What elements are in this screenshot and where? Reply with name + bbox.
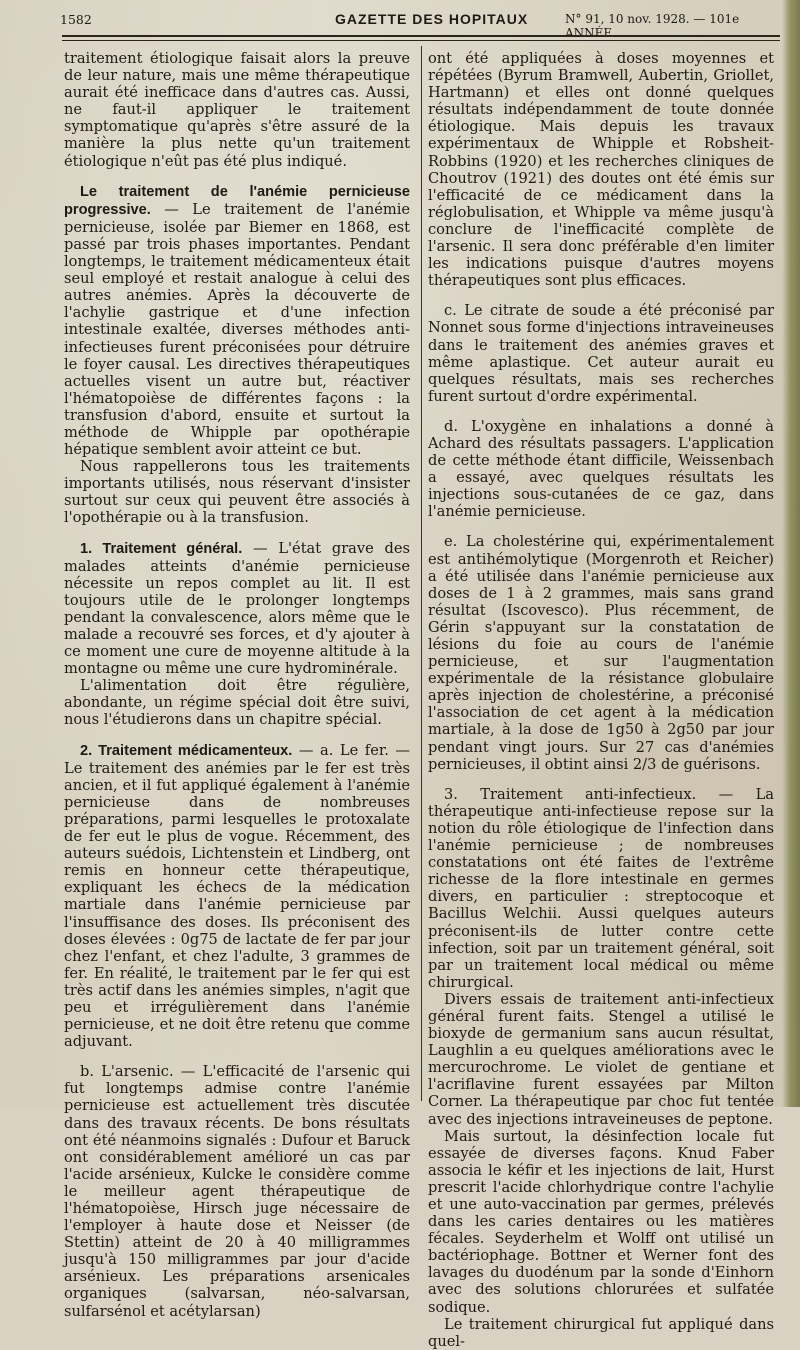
page-number: 1582 [60,12,92,27]
paragraph [428,418,774,521]
paragraph [64,458,410,526]
paragraph [64,183,410,459]
paragraph [64,50,410,170]
paragraph-text: ont été appliquées à doses moyennes et répétées (Byrum Bramwell, Aubertin, Griollet, Hartmann) et elles ont donné quelques résultats indépendamment de toute donnée étiologique. Mais depuis les travaux expérimentaux de Whipple et Robsheit-Robbins (1920) et les recherches cliniques de Choutrov (1921) des doutes ont été émis sur l'efficacité de ce médicament dans la réglobulisation, et Whipple va même jusqu'à conclure de l'inefficacité complète de l'arsenic. Il sera donc préférable d'en limiter les indications puisque d'autres moyens thérapeutiques sont plus efficaces. [428,50,774,290]
section-heading: 3. Traitement anti-infectieux. [444,785,697,803]
paragraph [64,677,410,728]
paragraph [64,1063,410,1319]
section-heading: 2. Traitement médicamenteux. [80,742,293,759]
page-header [60,8,780,40]
issue-info: N° 91, 10 nov. 1928. — 101e ANNÉE. [565,12,740,40]
paragraph [428,302,774,405]
header-rule-thick [62,35,780,37]
journal-title: GAZETTE DES HOPITAUX [335,11,529,27]
right-column [428,50,774,1350]
paragraph-text: Le traitement chirurgical fut appliqué dans quel- [428,1315,774,1350]
paragraph-text: L'alimentation doit être régulière, abondante, un régime spécial doit être suivi, nous l'étudierons dans un chapitre spécial. [64,677,410,729]
paragraph [428,1316,774,1350]
page-edge-shadow [782,0,800,1107]
left-column [64,50,410,1320]
paragraph-text: — Le traitement de l'anémie pernicieuse, isolée par Biemer en 1868, est passé par trois phases importantes. Pendant longtemps, le traitement médicamenteux était seul employé et restait analogue à celui des autres anémies. Après la découverte de l'achylie gastrique et d'une infection intestinale exaltée, diverses méthodes anti-infectieuses furent préconisées pour détruire le foyer causal. Les directives thérapeutiques actuelles visent un autre but, réactiver l'hématopoièse de différentes façons : la transfusion d'abord, ensuite et surtout la méthode de Whipple par opothérapie hépatique semblent avoir atteint ce but. [64,200,410,459]
section-heading: Le traitement de l'anémie pernicieuse progressive. [64,183,410,218]
paragraph-text: b. L'arsenic. — L'efficacité de l'arsenic qui fut longtemps admise contre l'anémie pernicieuse est actuellement très discutée dans des travaux récents. De bons résultats ont été néanmoins signalés : Dufour et Baruck ont considérablement amélioré un cas par l'acide arsénieux, Kulcke le considère comme le meilleur agent thérapeutique de l'hématopoièse, Hirsch juge nécessaire de l'employer à haute dose et Neisser (de Stettin) atteint de 20 à 40 milligrammes jusqu'à 150 milligrammes par jour d'acide arsénieux. Les préparations arsenicales organiques (salvarsan, néo-salvarsan, sulfarsénol et acétylarsan) [64,1063,410,1320]
header-rule-thin [62,40,780,41]
paragraph-text: — La thérapeutique anti-infectieuse repose sur la notion du rôle étiologique de l'infection dans l'anémie pernicieuse ; de nombreuses constatations ont été faites de l'extrême richesse de la flore intestinale en germes divers, en particulier : streptocoque et Bacillus Welchii. Aussi quelques auteurs préconisent-ils de lutter contre cette infection, soit par un traitement général, soit par un traitement local médical ou même chirurgical. [428,785,774,991]
paragraph [428,786,774,991]
paragraph-text: Mais surtout, la désinfection locale fut essayée de diverses façons. Knud Faber associa le kéfir et les injections de lait, Hurst prescrit l'acide chlorhydrique contre l'achylie et une auto-vaccination par germes, prélevés dans les caries dentaires ou les matières fécales. Seyderhelm et Wolff ont utilisé un bactériophage. Bottner et Werner font des lavages du duodénum par la sonde d'Einhorn avec des solutions chlorurées et sulfatée sodique. [428,1127,774,1316]
paragraph [428,533,774,772]
paragraph-text: Nous rappellerons tous les traitements importants utilisés, nous réservant d'insister surtout sur ceux qui peuvent être associés à l'opothérapie ou à la transfusion. [64,458,410,527]
paragraph-text: traitement étiologique faisait alors la preuve de leur nature, mais une même thérapeutique aurait été inefficace dans d'autres cas. Aussi, ne faut-il appliquer le traitement symptomatique qu'après s'être assuré de la manière la plus nette qu'un traitement étiologique n'eût pas été plus indiqué. [64,50,410,170]
paragraph-text: — a. Le fer. — Le traitement des anémies par le fer est très ancien, et il fut appliqué également à l'anémie pernicieuse dans de nombreuses préparations, parmi lesquelles le protoxalate de fer eut le plus de vogue. Récemment, des auteurs suédois, Lichtenstein et Lindberg, ont remis en honneur cette thérapeutique, expliquant les échecs de la médication martiale dans l'anémie pernicieuse par l'insuffisance des doses. Ils préconisent des doses élevées : 0g75 de lactate de fer par jour chez l'enfant, et chez l'adulte, 3 grammes de fer. En réalité, le traitement par le fer qui est très actif dans les anémies simples, n'agit que peu et irrégulièrement dans l'anémie pernicieuse, et ne doit être retenu que comme adjuvant. [64,741,410,1051]
paragraph [64,540,410,678]
paragraph [428,991,774,1128]
paragraph-text: — L'état grave des malades atteints d'anémie pernicieuse nécessite un repos complet au lit. Il est toujours utile de le prolonger longtemps pendant la convalescence, alors même que le malade a recouvré ses forces, et d'y ajouter à ce moment une cure de moyenne altitude à la montagne ou même une cure hydrominérale. [64,539,410,678]
paragraph-text: d. L'oxygène en inhalations a donné à Achard des résultats passagers. L'application de cette méthode étant difficile, Weissenbach a essayé, avec quelques résultats les injections sous-cutanées de ce gaz, dans l'anémie pernicieuse. [428,417,774,521]
paragraph-text: e. La cholestérine qui, expérimentalement est antihémolytique (Morgenroth et Reicher) a été utilisée dans l'anémie pernicieuse aux doses de 1 à 2 grammes, mais sans grand résultat (Iscovesco). Plus récemment, de Gérin s'appuyant sur la constatation de lésions du foie au cours de l'anémie pernicieuse, et sur l'augmentation expérimentale de la résistance globulaire après injection de cholestérine, a préconisé l'association de cet agent à la médication martiale, à la dose de 1g50 à 2g50 par jour pendant vingt jours. Sur 27 cas d'anémies pernicieuses, il obtint ainsi 2/3 de guérisons. [428,533,774,773]
column-divider [421,46,422,1101]
paragraph-text: c. Le citrate de soude a été préconisé par Nonnet sous forme d'injections intraveineuses dans le traitement des anémies graves et même aplastique. Cet auteur aurait eu quelques résultats, mais ses recherches furent surtout d'ordre expérimental. [428,302,774,405]
paragraph [428,1128,774,1316]
paragraph-text: Divers essais de traitement anti-infectieux général furent faits. Stengel a utilisé le bioxyde de germanium sans aucun résultat, Laughlin a eu quelques améliorations avec le mercurochrome. Le violet de gentiane et l'acriflavine furent essayées par Milton Corner. La thérapeutique par choc fut tentée avec des injections intraveineuses de peptone. [428,990,774,1128]
paragraph [64,742,410,1051]
section-heading: 1. Traitement général. [80,540,243,557]
paragraph [428,50,774,289]
